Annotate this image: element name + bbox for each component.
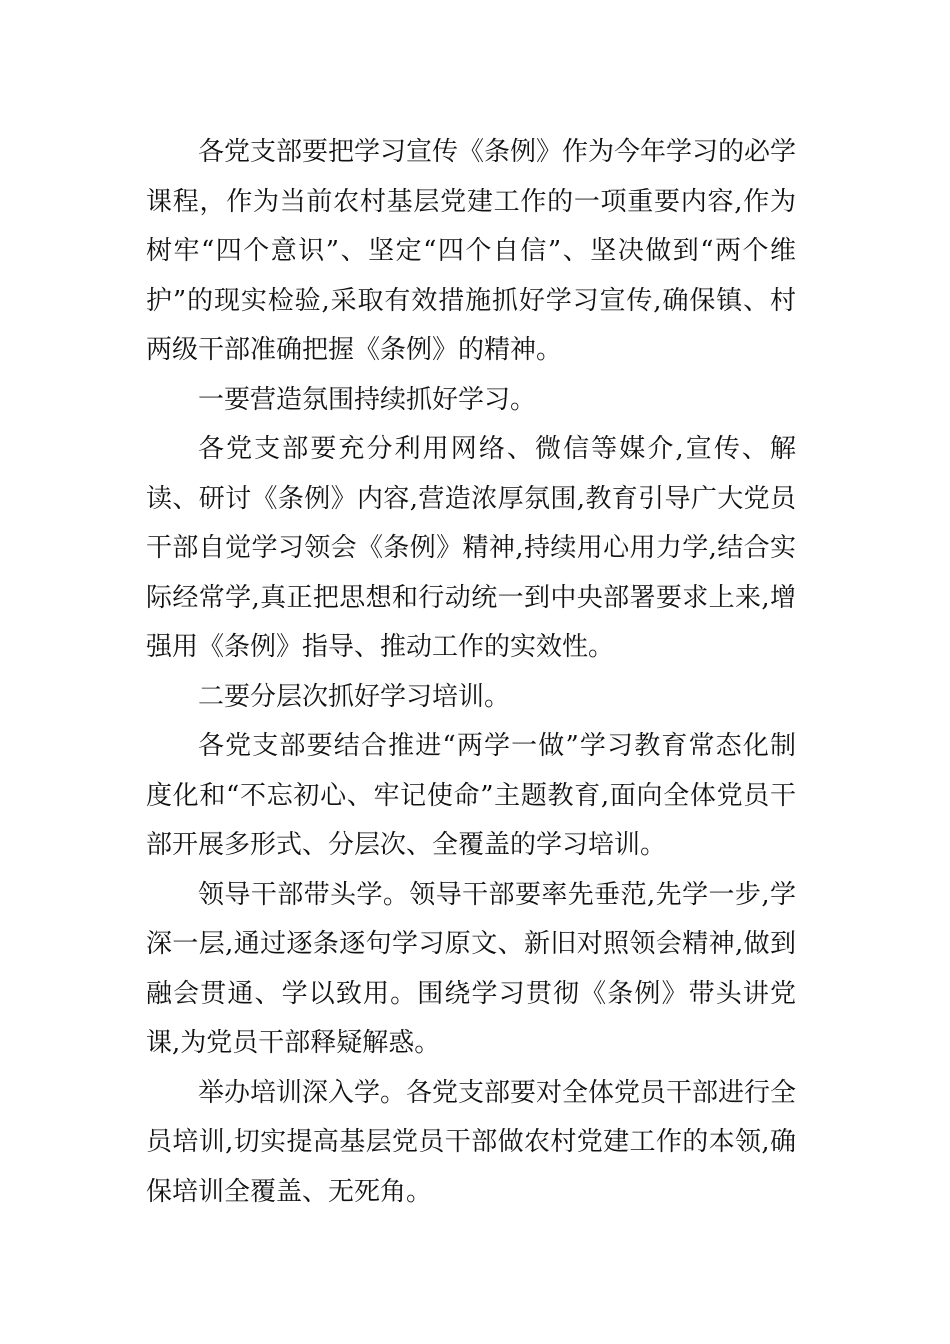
paragraph-in-depth-training: 举办培训深入学。各党支部要对全体党员干部进行全员培训,切实提高基层党员干部做农村党建工作的本领,确保培训全覆盖、无死角。 <box>146 1077 797 1207</box>
paragraph-media-promotion: 各党支部要充分利用网络、微信等媒介,宣传、解读、研讨《条例》内容,营造浓厚氛围,教育引导广大党员干部自觉学习领会《条例》精神,持续用心用力学,结合实际经常学,真正把思想和行动统一到中央部署要求上来,增强用《条例》指导、推动工作的实效性。 <box>146 434 796 662</box>
document-body <box>146 128 796 1217</box>
paragraph-leaders-lead-study: 领导干部带头学。领导干部要率先垂范,先学一步,学深一层,通过逐条逐句学习原文、新旧对照领会精神,做到融会贯通、学以致用。围绕学习贯彻《条例》带头讲党课,为党员干部释疑解惑。 <box>146 879 796 1058</box>
paragraph-study-requirement: 各党支部要把学习宣传《条例》作为今年学习的必学课程，作为当前农村基层党建工作的一项重要内容,作为树牢“四个意识”、坚定“四个自信”、坚决做到“两个维护”的现实检验,采取有效措施抓好学习宣传,确保镇、村两级干部准确把握《条例》的精神。 <box>146 137 797 365</box>
heading-layered-training: 二要分层次抓好学习培训。 <box>198 681 511 712</box>
paragraph-training-scope: 各党支部要结合推进“两学一做”学习教育常态化制度化和“不忘初心、牢记使命”主题教育,面向全体党员干部开展多形式、分层次、全覆盖的学习培训。 <box>146 731 796 860</box>
heading-create-atmosphere: 一要营造氛围持续抓好学习。 <box>198 384 537 415</box>
